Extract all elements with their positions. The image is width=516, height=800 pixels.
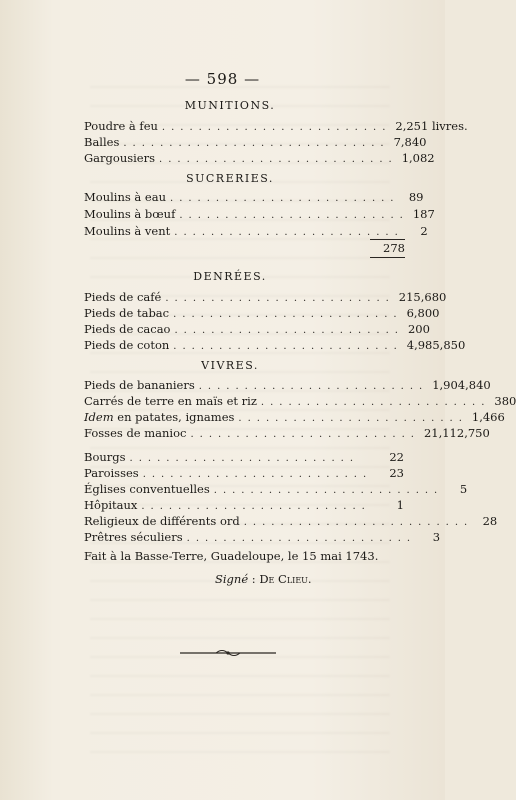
list-item: Paroisses ......................... 23 <box>84 466 404 480</box>
list-item: Religieux de différents ord ......................... 28 <box>84 514 498 528</box>
list-item: Hôpitaux ......................... 1 <box>84 498 404 512</box>
signature-line: Signé : De Clieu. <box>215 572 312 586</box>
section-title-sucreries: SUCRERIES. <box>186 172 274 185</box>
ornament-rule-icon <box>178 648 278 658</box>
sucreries-total: 278 <box>383 241 405 255</box>
list-item: Bourgs ......................... 22 <box>84 450 404 464</box>
list-item: Pieds de tabac ......................... 6,800 <box>84 306 440 320</box>
section-title-vivres: VIVRES. <box>201 359 259 372</box>
list-item: Pieds de café ......................... 215,680 <box>84 290 447 304</box>
sum-rule <box>370 257 405 258</box>
list-item: Gargousiers .......................... 1,082 <box>84 151 435 165</box>
place-date-line: Fait à la Basse-Terre, Guadeloupe, le 15 mai 1743. <box>84 549 379 563</box>
list-item: Fosses de manioc ......................... 21,112,750 <box>84 426 490 440</box>
section-title-denrees: DENRÉES. <box>193 270 267 283</box>
page-number: — 598 — <box>184 70 261 88</box>
list-item: Balles ............................. 7,840 <box>84 135 427 149</box>
list-item: Prêtres séculiers ......................... 3 <box>84 530 441 544</box>
section-title-munitions: MUNITIONS. <box>184 99 276 112</box>
list-item: Moulins à vent ......................... 2 <box>84 224 428 238</box>
list-item: Églises conventuelles ......................... 5 <box>84 482 468 496</box>
list-item: Moulins à bœuf ......................... 187 <box>84 207 435 221</box>
list-item: Poudre à feu ......................... 2,251 livres. <box>84 119 468 133</box>
list-item: Pieds de coton ......................... 4,985,850 <box>84 338 466 352</box>
list-item: Idem en patates, ignames ......................... 1,466 <box>84 410 505 424</box>
sum-rule <box>370 239 405 240</box>
list-item: Carrés de terre en maïs et riz ......................... 380 <box>84 394 516 408</box>
list-item: Pieds de cacao ......................... 200 <box>84 322 430 336</box>
list-item: Moulins à eau ......................... 89 <box>84 190 424 204</box>
list-item: Pieds de bananiers ......................... 1,904,840 <box>84 378 491 392</box>
